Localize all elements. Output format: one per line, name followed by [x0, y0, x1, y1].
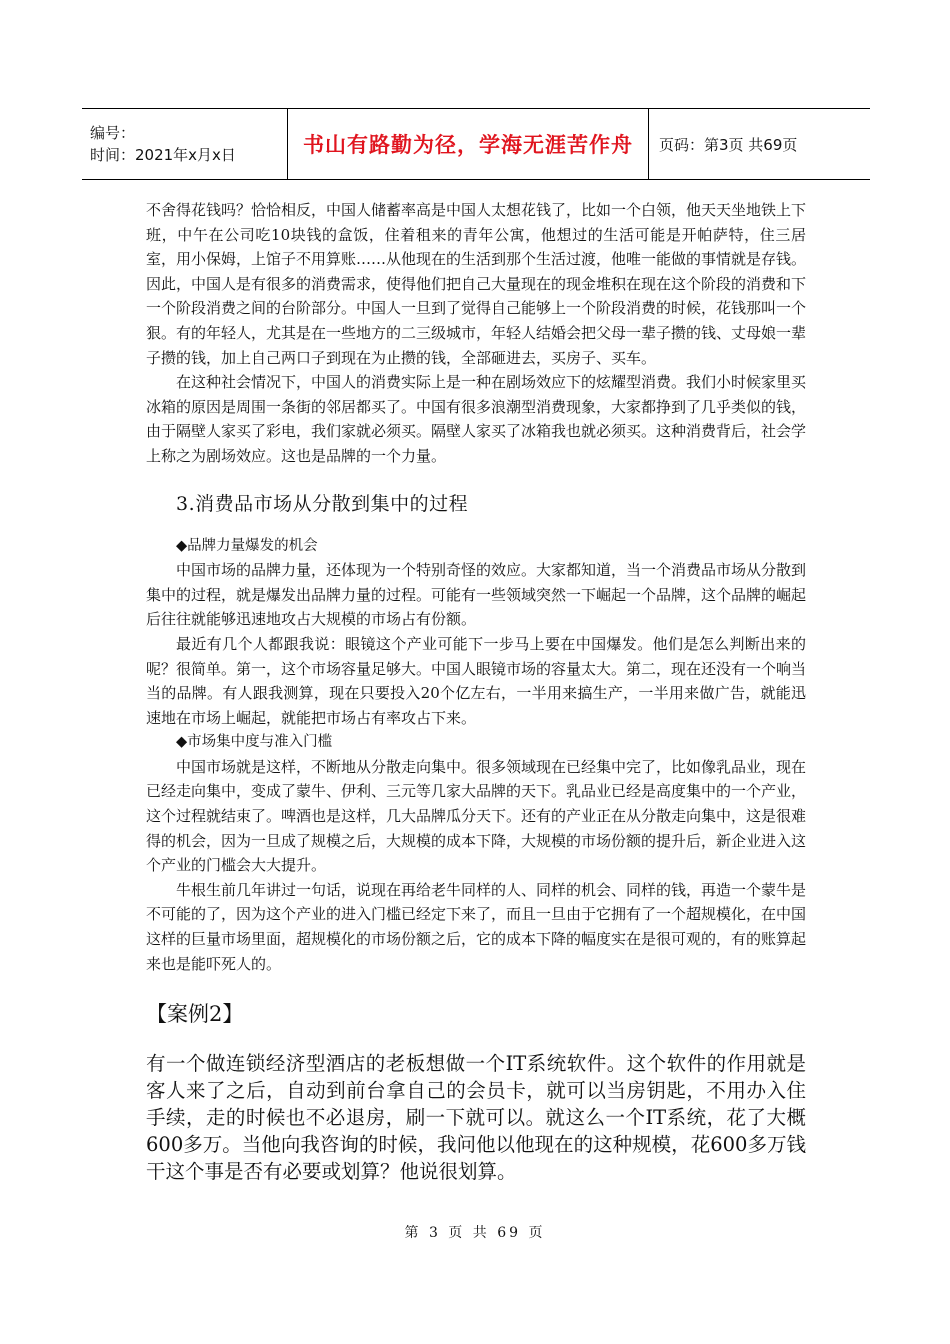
case-title: 【案例2】 — [146, 1002, 244, 1027]
paragraph-5: 中国市场就是这样，不断地从分散走向集中。很多领域现在已经集中完了，比如像乳品业，现在已经走向集中，变成了蒙牛、伊利、三元等几家大品牌的天下。乳品业已经是高度集中的一个产业，这个过程就结束了。啤酒也是这样，几大品牌瓜分天下。还有的产业正在从分散走向集中，这是很难得的机会，因为一旦成了规模之后，大规模的成本下降，大规模的市场份额的提升后，新企业进入这个产业的门槛会大大提升。 — [146, 757, 807, 875]
case-paragraph: 有一个做连锁经济型酒店的老板想做一个IT系统软件。这个软件的作用就是客人来了之后，自动到前台拿自己的会员卡，就可以当房钥匙，不用办入住手续，走的时候也不必退房，刷一下就可以。就这么一个IT系统，花了大概600多万。当他向我咨询的时候，我问他以他现在的这种规模，花600多万钱干这个事是否有必要或划算？他说很划算。 — [146, 1052, 806, 1184]
header-motto: 书山有路勤为径，学海无涯苦作舟 — [303, 133, 633, 157]
paragraph-1: 不舍得花钱吗？恰恰相反，中国人储蓄率高是中国人太想花钱了，比如一个白领，他天天坐地铁上下班，中午在公司吃10块钱的盒饭，住着租来的青年公寓，他想过的生活可能是开帕萨特，住三居室，用小保姆，上馆子不用算账……从他现在的生活到那个生活过渡，他唯一能做的事情就是存钱。因此，中国人是有很多的消费需求，使得他们把自己大量现在的现金堆积在现在这个阶段的消费和下一个阶段消费之间的台阶部分。中国人一旦到了觉得自己能够上一个阶段消费的时候，花钱那叫一个狠。有的年轻人，尤其是在一些地方的二三级城市，年轻人结婚会把父母一辈子攒的钱、丈母娘一辈子攒的钱，加上自己两口子到现在为止攒的钱，全部砸进去，买房子、买车。 — [146, 201, 807, 367]
header-page-number: 页码：第3页 共69页 — [659, 135, 798, 154]
paragraph-4: 最近有几个人都跟我说：眼镜这个产业可能下一步马上要在中国爆发。他们是怎么判断出来的呢？很简单。第一，这个市场容量足够大。中国人眼镜市场的容量太大。第二，现在还没有一个响当当的品牌。有人跟我测算，现在只要投入20个亿左右，一半用来搞生产，一半用来做广告，就能迅速地在市场上崛起，就能把市场占有率攻占下来。 — [146, 634, 807, 727]
header-page-cell — [649, 109, 870, 179]
paragraph-3: 中国市场的品牌力量，还体现为一个特别奇怪的效应。大家都知道，当一个消费品市场从分散到集中的过程，就是爆发出品牌力量的过程。可能有一些领域突然一下崛起一个品牌，这个品牌的崛起后往往就能够迅速地攻占大规模的市场占有份额。 — [146, 561, 807, 629]
page-footer: 第 3 页 共 69 页 — [404, 1225, 546, 1241]
paragraph-2: 在这种社会情况下，中国人的消费实际上是一种在剧场效应下的炫耀型消费。我们小时候家里买冰箱的原因是周围一条街的邻居都买了。中国有很多浪潮型消费现象，大家都挣到了几乎类似的钱，由于隔壁人家买了彩电，我们家就必须买。隔壁人家买了冰箱我也就必须买。这种消费背后，社会学上称之为剧场效应。这也是品牌的一个力量。 — [146, 373, 807, 465]
paragraph-6: 牛根生前几年讲过一句话，说现在再给老牛同样的人、同样的机会、同样的钱，再造一个蒙牛是不可能的了，因为这个产业的进入门槛已经定下来了，而且一旦由于它拥有了一个超规模化，在中国这样的巨量市场里面，超规模化的市场份额之后，它的成本下降的幅度实在是很可观的，有的账算起来也是能吓死人的。 — [146, 880, 807, 973]
document-date: 时间：2021年x月x日 — [90, 146, 236, 164]
document-number-label: 编号： — [90, 124, 136, 142]
page-header — [82, 108, 870, 180]
header-meta — [82, 109, 288, 179]
document-body — [146, 198, 806, 1185]
bullet-heading-1: ◆品牌力量爆发的机会 — [176, 537, 318, 554]
header-motto-cell — [288, 109, 649, 179]
section-title: 3.消费品市场从分散到集中的过程 — [176, 492, 469, 515]
bullet-heading-2: ◆市场集中度与准入门槛 — [176, 734, 333, 751]
